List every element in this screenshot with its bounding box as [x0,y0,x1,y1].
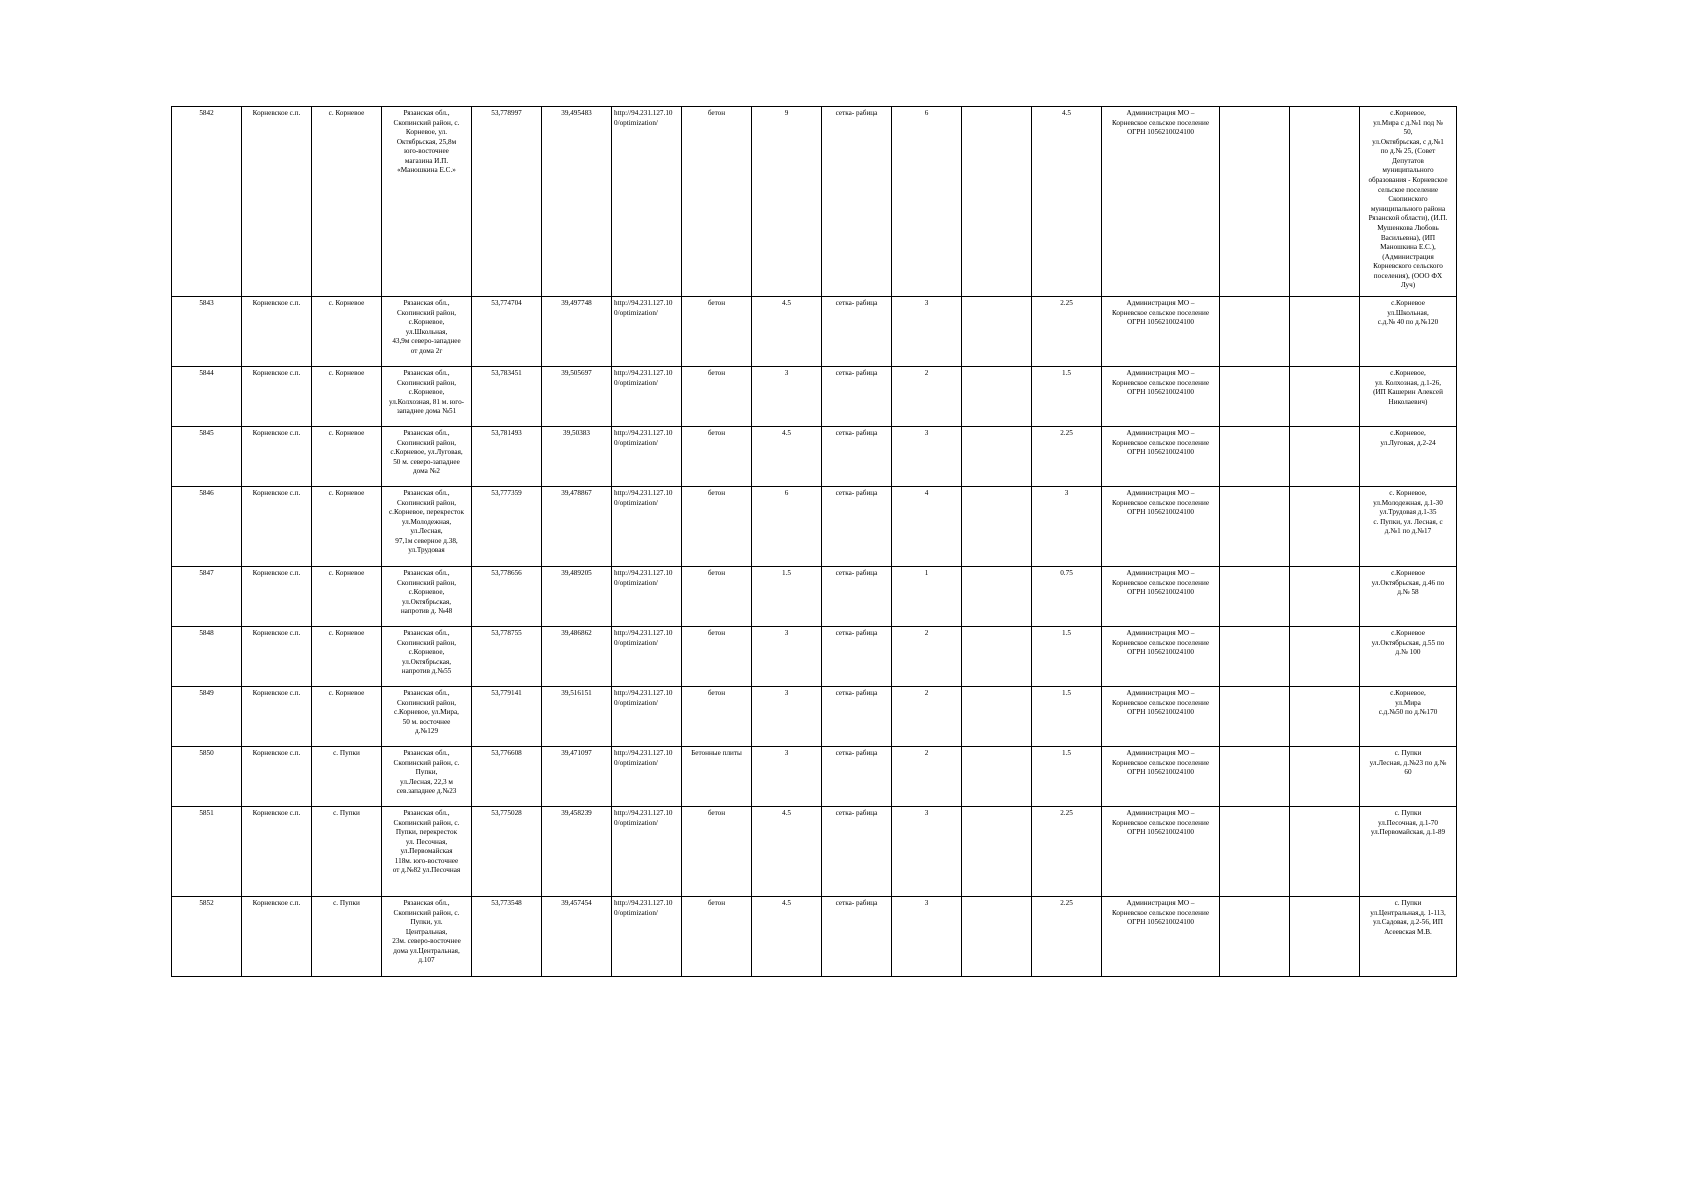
settlement-cell: Корневское с.п. [242,747,312,807]
empty-cell [1220,107,1290,297]
container-count-cell: 3 [892,297,962,367]
area-cell: 3 [752,687,822,747]
empty-cell [1220,747,1290,807]
area-cell: 4.5 [752,807,822,897]
village-cell: с. Корневое [312,107,382,297]
owner-cell: Администрация МО – Корневское сельское поселение ОГРН 1056210024100 [1102,487,1220,567]
volume-cell: 2.25 [1032,297,1102,367]
village-cell: с. Корневое [312,687,382,747]
empty-cell [1220,807,1290,897]
fence-cell: сетка- рабица [822,367,892,427]
area-cell: 1.5 [752,567,822,627]
container-count-cell: 2 [892,747,962,807]
empty-cell [1220,297,1290,367]
empty-cell [1290,367,1360,427]
owner-cell: Администрация МО – Корневское сельское поселение ОГРН 1056210024100 [1102,367,1220,427]
map-link-cell: http://94.231.127.10 0/optimization/ [612,107,682,297]
settlement-cell: Корневское с.п. [242,427,312,487]
surface-cell: бетон [682,107,752,297]
surface-cell: бетон [682,367,752,427]
empty-cell [1290,807,1360,897]
table-row [172,807,1457,897]
latitude-cell: 53,776608 [472,747,542,807]
address-cell: Рязанская обл., Скопинский район, с. Пупки, перекресток ул. Песочная, ул.Первомайская 118м. юго-восточнее от д.№82 ул.Песочная [382,807,472,897]
owner-cell: Администрация МО – Корневское сельское поселение ОГРН 1056210024100 [1102,107,1220,297]
latitude-cell: 53,778997 [472,107,542,297]
area-cell: 4.5 [752,427,822,487]
waste-sources-cell: с. Корневое, ул.Молодежная, д.1-30 ул.Трудовая д.1-35 с. Пупки, ул. Лесная, с д.№1 по д.№17 [1360,487,1457,567]
volume-cell: 2.25 [1032,807,1102,897]
village-cell: с. Корневое [312,487,382,567]
settlement-cell: Корневское с.п. [242,367,312,427]
owner-cell: Администрация МО – Корневское сельское поселение ОГРН 1056210024100 [1102,897,1220,977]
container-count-cell: 6 [892,107,962,297]
fence-cell: сетка- рабица [822,487,892,567]
waste-sources-cell: с.Корневое, ул.Мира с д.№1 под № 50, ул.Октябрьская, с д.№1 по д.№ 25, (Совет Депутатов муниципального образования - Корневское сельское поселение Скопинского муниципального района Рязанской области), (И.П. Мушенкова Любовь Васильевна), (ИП Маношкина Е.С.), (Администрация Корневского сельского поселения), (ООО ФХ Луч) [1360,107,1457,297]
settlement-cell: Корневское с.п. [242,897,312,977]
fence-cell: сетка- рабица [822,897,892,977]
latitude-cell: 53,777359 [472,487,542,567]
volume-cell: 1.5 [1032,627,1102,687]
village-cell: с. Корневое [312,567,382,627]
row-number: 5850 [172,747,242,807]
area-cell: 9 [752,107,822,297]
empty-cell [1290,567,1360,627]
surface-cell: бетон [682,807,752,897]
latitude-cell: 53,781493 [472,427,542,487]
empty-cell [1220,567,1290,627]
waste-sources-cell: с.Корневое ул.Школьная, с.д.№ 40 по д.№120 [1360,297,1457,367]
latitude-cell: 53,783451 [472,367,542,427]
volume-cell: 1.5 [1032,367,1102,427]
settlement-cell: Корневское с.п. [242,567,312,627]
surface-cell: бетон [682,687,752,747]
fence-cell: сетка- рабица [822,107,892,297]
volume-cell: 4.5 [1032,107,1102,297]
volume-cell: 2.25 [1032,427,1102,487]
empty-cell [962,487,1032,567]
address-cell: Рязанская обл., Скопинский район, с. Пупки, ул.Лесная, 22,3 м сев.западнее д.№23 [382,747,472,807]
latitude-cell: 53,778656 [472,567,542,627]
longitude-cell: 39,489205 [542,567,612,627]
row-number: 5845 [172,427,242,487]
empty-cell [962,107,1032,297]
longitude-cell: 39,505697 [542,367,612,427]
waste-sources-cell: с.Корневое, ул.Луговая, д.2-24 [1360,427,1457,487]
map-link-cell: http://94.231.127.10 0/optimization/ [612,807,682,897]
fence-cell: сетка- рабица [822,297,892,367]
address-cell: Рязанская обл., Скопинский район, с.Корневое, перекресток ул.Молодежная, ул.Лесная, 97,1м северное д.38, ул.Трудовая [382,487,472,567]
longitude-cell: 39,497748 [542,297,612,367]
row-number: 5851 [172,807,242,897]
owner-cell: Администрация МО – Корневское сельское поселение ОГРН 1056210024100 [1102,427,1220,487]
map-link-cell: http://94.231.127.10 0/optimization/ [612,297,682,367]
area-cell: 3 [752,367,822,427]
village-cell: с. Пупки [312,897,382,977]
row-number: 5849 [172,687,242,747]
empty-cell [1220,427,1290,487]
container-count-cell: 4 [892,487,962,567]
longitude-cell: 39,486862 [542,627,612,687]
table-row [172,427,1457,487]
latitude-cell: 53,773548 [472,897,542,977]
container-count-cell: 1 [892,567,962,627]
village-cell: с. Корневое [312,367,382,427]
waste-sources-cell: с.Корневое, ул.Мира с.д.№50 по д.№170 [1360,687,1457,747]
volume-cell: 2.25 [1032,897,1102,977]
table-row [172,297,1457,367]
empty-cell [962,807,1032,897]
container-count-cell: 2 [892,367,962,427]
map-link-cell: http://94.231.127.10 0/optimization/ [612,747,682,807]
table-row [172,627,1457,687]
empty-cell [1290,747,1360,807]
surface-cell: бетон [682,297,752,367]
volume-cell: 1.5 [1032,687,1102,747]
volume-cell: 3 [1032,487,1102,567]
surface-cell: бетон [682,627,752,687]
longitude-cell: 39,471097 [542,747,612,807]
address-cell: Рязанская обл., Скопинский район, с. Пупки, ул. Центральная, 23м. северо-восточнее дома ул.Центральная, д.107 [382,897,472,977]
address-cell: Рязанская обл., Скопинский район, с.Корневое, ул.Луговая, 50 м. северо-западнее дома №2 [382,427,472,487]
volume-cell: 0.75 [1032,567,1102,627]
fence-cell: сетка- рабица [822,567,892,627]
village-cell: с. Корневое [312,427,382,487]
empty-cell [962,687,1032,747]
latitude-cell: 53,774704 [472,297,542,367]
table-row [172,567,1457,627]
empty-cell [1290,427,1360,487]
address-cell: Рязанская обл., Скопинский район, с.Корневое, ул.Колхозная, 81 м. юго- западнее дома №51 [382,367,472,427]
waste-sources-cell: с. Пупки ул.Лесная, д.№23 по д.№ 60 [1360,747,1457,807]
fence-cell: сетка- рабица [822,747,892,807]
longitude-cell: 39,478867 [542,487,612,567]
table-row [172,687,1457,747]
surface-cell: Бетонные плиты [682,747,752,807]
owner-cell: Администрация МО – Корневское сельское поселение ОГРН 1056210024100 [1102,807,1220,897]
owner-cell: Администрация МО – Корневское сельское поселение ОГРН 1056210024100 [1102,687,1220,747]
waste-sources-cell: с.Корневое ул.Октябрьская, д.55 по д.№ 100 [1360,627,1457,687]
fence-cell: сетка- рабица [822,627,892,687]
settlement-cell: Корневское с.п. [242,487,312,567]
empty-cell [1290,297,1360,367]
address-cell: Рязанская обл., Скопинский район, с.Корневое, ул.Октябрьская, напротив д. №48 [382,567,472,627]
row-number: 5842 [172,107,242,297]
owner-cell: Администрация МО – Корневское сельское поселение ОГРН 1056210024100 [1102,627,1220,687]
surface-cell: бетон [682,487,752,567]
empty-cell [962,627,1032,687]
empty-cell [962,897,1032,977]
area-cell: 4.5 [752,297,822,367]
map-link-cell: http://94.231.127.10 0/optimization/ [612,487,682,567]
table-row [172,747,1457,807]
surface-cell: бетон [682,897,752,977]
fence-cell: сетка- рабица [822,427,892,487]
longitude-cell: 39,50383 [542,427,612,487]
row-number: 5852 [172,897,242,977]
empty-cell [1290,487,1360,567]
settlement-cell: Корневское с.п. [242,107,312,297]
settlement-cell: Корневское с.п. [242,297,312,367]
surface-cell: бетон [682,567,752,627]
settlement-cell: Корневское с.п. [242,807,312,897]
row-number: 5848 [172,627,242,687]
map-link-cell: http://94.231.127.10 0/optimization/ [612,367,682,427]
map-link-cell: http://94.231.127.10 0/optimization/ [612,427,682,487]
volume-cell: 1.5 [1032,747,1102,807]
longitude-cell: 39,516151 [542,687,612,747]
village-cell: с. Корневое [312,627,382,687]
address-cell: Рязанская обл., Скопинский район, с.Корневое, ул.Октябрьская, напротив д.№55 [382,627,472,687]
fence-cell: сетка- рабица [822,807,892,897]
settlement-cell: Корневское с.п. [242,687,312,747]
empty-cell [962,297,1032,367]
container-count-cell: 2 [892,687,962,747]
address-cell: Рязанская обл., Скопинский район, с.Корневое, ул.Школьная, 43,9м северо-западнее от дома 2г [382,297,472,367]
registry-table [171,106,1457,977]
container-count-cell: 3 [892,897,962,977]
table-row [172,107,1457,297]
village-cell: с. Пупки [312,747,382,807]
area-cell: 3 [752,747,822,807]
settlement-cell: Корневское с.п. [242,627,312,687]
map-link-cell: http://94.231.127.10 0/optimization/ [612,687,682,747]
latitude-cell: 53,779141 [472,687,542,747]
waste-sources-cell: с.Корневое, ул. Колхозная, д.1-26, (ИП Кашерин Алексей Николаевич) [1360,367,1457,427]
map-link-cell: http://94.231.127.10 0/optimization/ [612,897,682,977]
empty-cell [1220,687,1290,747]
registry-table-body [172,107,1457,977]
row-number: 5847 [172,567,242,627]
empty-cell [1290,687,1360,747]
latitude-cell: 53,775028 [472,807,542,897]
village-cell: с. Корневое [312,297,382,367]
empty-cell [1220,627,1290,687]
empty-cell [962,567,1032,627]
empty-cell [962,747,1032,807]
empty-cell [1290,897,1360,977]
longitude-cell: 39,457454 [542,897,612,977]
village-cell: с. Пупки [312,807,382,897]
waste-sources-cell: с.Корневое ул.Октябрьская, д.46 по д.№ 58 [1360,567,1457,627]
latitude-cell: 53,778755 [472,627,542,687]
fence-cell: сетка- рабица [822,687,892,747]
empty-cell [1290,107,1360,297]
map-link-cell: http://94.231.127.10 0/optimization/ [612,567,682,627]
empty-cell [1220,897,1290,977]
empty-cell [1290,627,1360,687]
table-row [172,897,1457,977]
container-count-cell: 3 [892,427,962,487]
row-number: 5843 [172,297,242,367]
address-cell: Рязанская обл., Скопинский район, с.Корневое, ул.Мира, 50 м. восточнее д.№129 [382,687,472,747]
address-cell: Рязанская обл., Скопинский район, с. Корневое, ул. Октябрьская, 25,8м юго-восточнее магазина И.П. «Маношкина Е.С.» [382,107,472,297]
empty-cell [962,367,1032,427]
row-number: 5846 [172,487,242,567]
surface-cell: бетон [682,427,752,487]
owner-cell: Администрация МО – Корневское сельское поселение ОГРН 1056210024100 [1102,747,1220,807]
owner-cell: Администрация МО – Корневское сельское поселение ОГРН 1056210024100 [1102,567,1220,627]
container-count-cell: 2 [892,627,962,687]
row-number: 5844 [172,367,242,427]
table-row [172,367,1457,427]
waste-sources-cell: с. Пупки ул.Песочная, д.1-70 ул.Первомайская, д.1-89 [1360,807,1457,897]
area-cell: 6 [752,487,822,567]
owner-cell: Администрация МО – Корневское сельское поселение ОГРН 1056210024100 [1102,297,1220,367]
longitude-cell: 39,458239 [542,807,612,897]
area-cell: 4.5 [752,897,822,977]
waste-sources-cell: с. Пупки ул.Центральная,д. 1-113, ул.Садовая, д.2-56, ИП Асеевская М.В. [1360,897,1457,977]
longitude-cell: 39,495483 [542,107,612,297]
container-count-cell: 3 [892,807,962,897]
area-cell: 3 [752,627,822,687]
empty-cell [1220,367,1290,427]
empty-cell [1220,487,1290,567]
empty-cell [962,427,1032,487]
table-row [172,487,1457,567]
map-link-cell: http://94.231.127.10 0/optimization/ [612,627,682,687]
